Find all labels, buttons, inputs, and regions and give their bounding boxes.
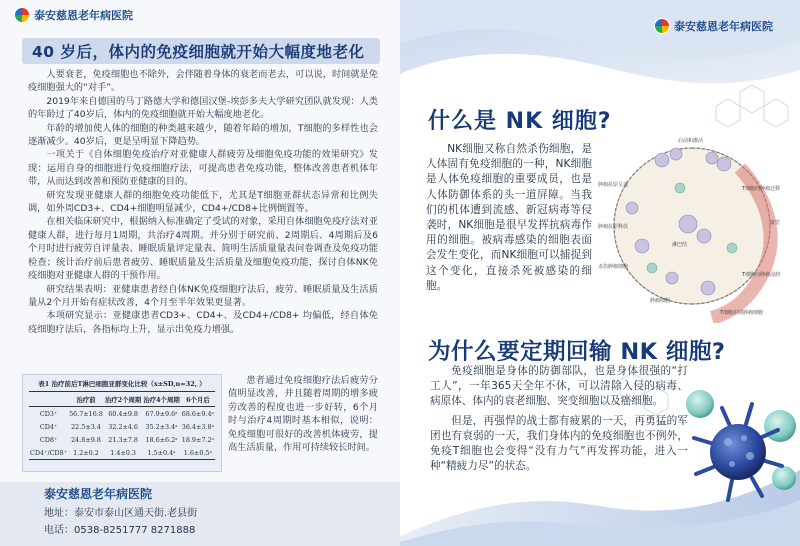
diagram-label: T细胞向肿瘤浸润 — [742, 272, 781, 278]
table-header: 治疗4个周期 — [143, 395, 180, 404]
table-header: 治疗2个周期 — [104, 395, 142, 404]
table-row — [29, 446, 215, 460]
table-cell: 22.5±3.4 — [71, 422, 101, 431]
paragraph: 研究发现亚健康人群的细胞免疫功能低下，尤其是T细胞亚群状态异常和比例失调，如外周CD3+、CD4+细胞明显减少，CD4+/CD8+比例倒置等。 — [28, 189, 378, 215]
paragraph: 年龄的增加使人体的细胞的种类越来越少，随着年龄的增加，T细胞的多样性也会逐渐减少。40岁后，更是呈明显下降趋势。 — [28, 122, 378, 148]
left-brand — [14, 7, 133, 23]
table-row — [29, 433, 215, 446]
section-title-why-nk: 为什么要定期回输 NK 细胞? — [428, 339, 726, 365]
right-brand — [654, 18, 773, 34]
table-cell: 1.5±0.4ᵃ — [147, 448, 176, 457]
table-cell: 1.6±0.5ᵃ — [183, 448, 212, 457]
diagram-label: 血管 — [770, 220, 781, 226]
table-header: 治疗前 — [76, 395, 96, 404]
nk-cell-cycle-diagram — [592, 128, 792, 323]
table-cell: CD8⁺ — [39, 435, 58, 444]
diagram-label: 肿瘤抗原呈递 — [598, 182, 629, 188]
paragraph: 本项研究显示：亚健康患者CD3+、CD4+、及CD4+/CD8+ 均偏低，经自体免疫细胞疗法后，各指标均上升，显示出免疫力增强。 — [28, 310, 378, 335]
hospital-logo-icon — [654, 18, 670, 34]
table-cell: 32.2±4.6 — [108, 422, 138, 431]
nk-description: NK细胞又称自然杀伤细胞，是人体固有免疫细胞的一种，NK细胞是人体免疫细胞的重要成员，也是人体防御体系的头一道屏障。当我们的机体遭到流感、新冠病毒等侵袭时，NK细胞是很早发挥抗病毒作用的细胞。被病毒感染的细胞表面会发生变化，而NK细胞可以捕捉到这个变化，直接杀死被感染的细胞。 — [426, 143, 592, 292]
table-cell: 68.6±9.4ᵃ — [181, 409, 214, 418]
hospital-logo-icon — [14, 7, 30, 23]
contact-footer — [0, 482, 400, 546]
why-nk-text — [430, 364, 688, 478]
table-cell: 24.8±9.8 — [71, 435, 101, 444]
footer-address: 地址：泰安市泰山区通天街.老县街 — [44, 508, 198, 519]
table-cell: 67.9±9.6ᵃ — [145, 409, 178, 418]
table-cell: 60.4±9.8 — [108, 409, 138, 418]
paragraph: 一项关于《自体细胞免疫治疗对亚健康人群疲劳及细胞免疫功能的效果研究》发现：运用自身的细胞进行免疫细胞疗法，可提高患者免疫功能，整体改善患者机体年带，从而达到改善和预防亚健康的目的。 — [28, 149, 378, 188]
diagram-label: T细胞识别肿瘤细胞 — [720, 310, 764, 316]
diagram-label: T细胞向肿瘤迁移 — [742, 186, 781, 192]
paragraph: 2019年来自德国的马丁路德大学和德国汉堡-埃彭多夫大学研究团队就发现：人类的年龄过了40岁后，体内的免疫细胞就开始大幅度地老化。 — [28, 95, 378, 121]
table-cell: 18.6±6.2ᵃ — [145, 435, 178, 444]
hospital-name: 泰安慈恩老年病医院 — [674, 20, 773, 33]
diagram-label: 肿瘤细胞 — [650, 298, 671, 304]
paragraph: 在相关临床研究中，根据纳入标准确定了受试的对象，采用自体细胞免疫疗法对亚健康人群，进行每月1周期，共治疗4周期。并分别于研究前、2周期后、4周期后及6个月时进行疲劳自评量表、睡眠质量评定量表、简明生活质量量表问卷调查及免疫功能检查；统计治疗前后患者疲劳、睡眠质量及生活质量及细胞免疫功能，探讨自体NK免疫细胞对亚健康人群的干预作用。 — [28, 216, 378, 282]
table-header — [29, 392, 68, 407]
diagram-label: 启动和激活 — [678, 138, 704, 144]
results-table — [29, 391, 215, 460]
table-caption: 表1 治疗前后T淋巴细胞亚群变化比较（x±SD,n=32, ） — [38, 380, 206, 388]
diagram-label: 肿瘤抗原释放 — [598, 224, 629, 230]
table-cell: 1.4±0.3 — [110, 448, 136, 457]
table-row — [29, 420, 215, 433]
table-cell: 36.4±3.8ᵃ — [181, 422, 214, 431]
footer-hospital-name: 泰安慈恩老年病医院 — [44, 487, 153, 501]
right-panel — [400, 0, 800, 546]
table-cell: CD4⁺/CD8⁺ — [30, 448, 68, 457]
paragraph: 但是，再强悍的战士都有疲累的一天，再勇猛的军团也有衰弱的一天，我们身体内的免疫细胞也不例外，免疫T细胞也会变得“没有力气”再发挥功能，进入一种“精疲力尽”的状态。 — [430, 414, 688, 473]
table-header-row — [29, 392, 215, 407]
table-cell: 18.9±7.2ᵃ — [181, 435, 214, 444]
table-description: 患者通过免疫细胞疗法后疲劳分值明显改善，并且随着周期的增多疲劳改善的程度也进一步好转，6个月时与治疗4周期时基本相似，说明：免疫细胞可很好的改善机体疲劳，提高生活质量，作用可持续较长时间。 — [228, 375, 378, 454]
left-body-text — [28, 68, 378, 336]
paragraph: 人要衰老，免疫细胞也不除外，会伴随着身体的衰老而老去，可以说，时间就是免疫细胞强大的“对手”。 — [28, 69, 378, 94]
table-cell: 1.2±0.2 — [73, 448, 99, 457]
paragraph: 研究结果表明：亚健康患者经自体NK免疫细胞疗法后，疲劳、睡眠质量及生活质量从2个月开始有症状改善，4个月至半年效果更显著。 — [28, 283, 378, 308]
table-cell: CD4⁺ — [39, 422, 58, 431]
table-cell: 56.7±16.8 — [69, 409, 103, 418]
headline-text: 40 岁后，体内的免疫细胞就开始大幅度地老化 — [32, 43, 365, 61]
table-cell: CD3⁺ — [39, 409, 58, 418]
footer-phone: 电话：0538-8251777 8271888 — [44, 525, 196, 536]
table-cell: 21.3±7.8 — [108, 435, 138, 444]
hospital-name: 泰安慈恩老年病医院 — [34, 9, 133, 22]
results-table-box — [22, 374, 222, 472]
table-cell: 35.2±3.4ᵃ — [145, 422, 178, 431]
table-row — [29, 407, 215, 421]
section-title-what-is-nk: 什么是 NK 细胞? — [428, 109, 612, 134]
table-header: 6个月后 — [186, 395, 210, 404]
paragraph: 免疫细胞是身体的防御部队，也是身体很强的“打工人”，一年365天全年不休，可以清除入侵的病毒、病原体、体内的衰老细胞、突变细胞以及癌细胞。 — [430, 365, 688, 408]
headline-banner — [22, 38, 380, 64]
immune-cell-illustration — [672, 386, 800, 506]
diagram-label: 淋巴结 — [672, 242, 688, 248]
diagram-label: 杀伤肿瘤细胞 — [598, 264, 629, 270]
